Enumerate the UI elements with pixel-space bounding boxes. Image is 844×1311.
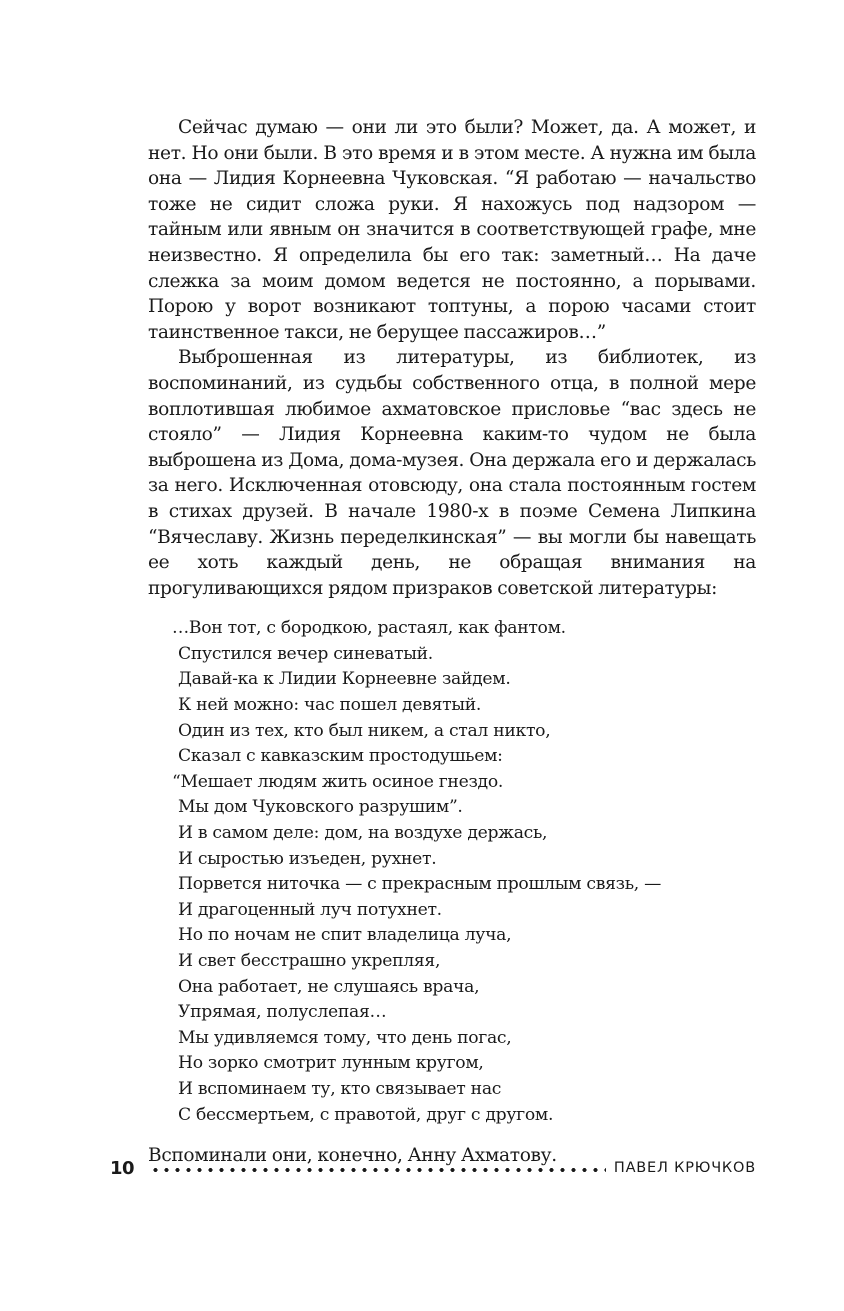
poem-line: Порвется ниточка — с прекрасным прошлым связь, — [178,874,661,895]
poem-line: Сказал с кавказским простодушьем: [178,746,503,767]
closing-line: Вспоминали они, конечно, Анну Ахматову. [148,1145,557,1167]
running-author: ПАВЕЛ КРЮЧКОВ [613,1160,756,1176]
poem-line: И свет бесстрашно укрепляя, [178,951,441,971]
poem-line: Упрямая, полуслепая… [178,1002,387,1023]
poem-line: Спустился вечер синеватый. [178,643,433,664]
poem-line: Один из тех, кто был никем, а стал никто, [178,720,551,741]
poem-line: Мы удивляемся тому, что день погас, [178,1027,512,1048]
paragraph-1: Сейчас думаю — они ли это были? Может, да. А может, и нет. Но они были. В это время и в этом месте. А нужна им была она — Лидия Корнеевна Чуковская. “Я работаю — начальство тоже не сидит сложа руки. Я нахожусь под надзором — тайным или явным он значится в соответствующей графе, мне неизвестно. Я определила бы его так: заметный… На даче слежка за моим домом ведется не постоянно, а порывами. Порою у ворот возникают топтуны, а порою часами стоит таинственное такси, не берущее пассажиров…” [148,117,756,343]
poem-line: “Мешает людям жить осиное гнездо. [172,771,504,792]
dot-leader [150,1168,606,1172]
poem-line: …Вон тот, с бородкою, растаял, как фантом. [172,618,566,639]
paragraph-2: Выброшенная из литературы, из библиотек, из воспоминаний, из судьбы собственного отца, в полной мере воплотившая любимое ахматовское присловье “вас здесь не стояло” — Лидия Корнеевна каким-то чудом не была выброшена из Дома, дома-музея. Она держала его и держалась за него. Исключенная отовсюду, она стала постоянным гостем в стихах друзей. В начале 1980-х в поэме Семена Липкина “Вячеславу. Жизнь переделкинская” — вы могли бы навещать ее хоть каждый день, не обращая внимания на прогуливающихся рядом призраков советской литературы: [148,347,756,599]
poem-line: Она работает, не слушаясь врача, [178,976,480,997]
poem-line: К ней можно: час пошел девятый. [178,695,482,716]
poem-line: Давай-ка к Лидии Корнеевне зайдем. [178,669,511,690]
poem-line: Но по ночам не спит владелица луча, [178,925,512,946]
poem-line: И в самом деле: дом, на воздухе держась, [178,823,548,844]
page-number: 10 [110,1157,135,1179]
page-footer [110,1156,756,1180]
poem-line: Но зорко смотрит лунным кругом, [178,1053,484,1074]
poem-line: И сыростью изъеден, рухнет. [178,848,437,869]
poem-line: И вспоминаем ту, кто связывает нас [178,1078,502,1099]
poem [148,616,756,1128]
page-body [148,115,756,1169]
poem-line: С бессмертьем, с правотой, друг с другом. [178,1104,554,1125]
poem-line: Мы дом Чуковского разрушим”. [178,797,463,818]
poem-line: И драгоценный луч потухнет. [178,899,442,920]
